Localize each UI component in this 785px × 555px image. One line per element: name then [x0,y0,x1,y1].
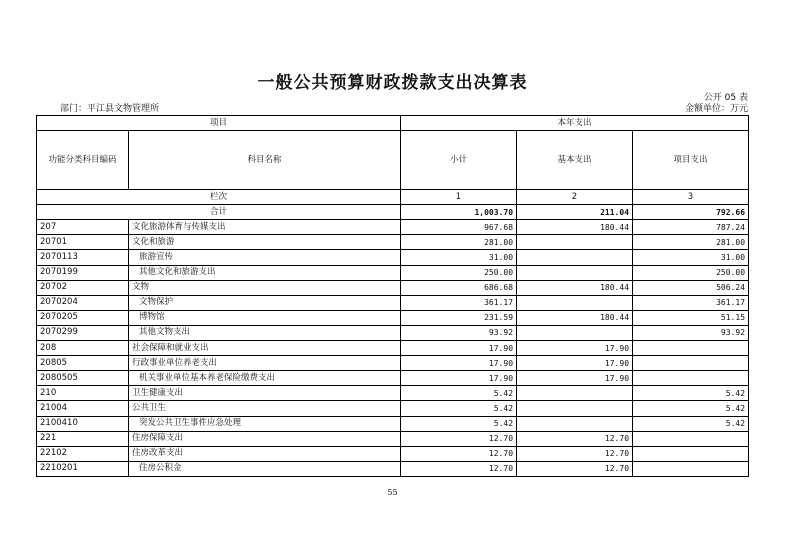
row-subtotal: 17.90 [401,356,517,371]
row-basic: 12.70 [517,461,633,476]
row-subtotal: 967.68 [401,220,517,235]
row-name: 行政事业单位养老支出 [129,356,401,371]
row-subtotal: 231.59 [401,310,517,325]
row-project: 281.00 [633,235,749,250]
row-project: 51.15 [633,310,749,325]
unit-label: 金额单位：万元 [684,104,748,114]
header-year-expense: 本年支出 [401,116,749,131]
table-code: 公开 05 表 [703,93,748,103]
header-basic: 基本支出 [517,131,633,190]
table-row [37,280,749,295]
row-basic: 12.70 [517,446,633,461]
row-code: 2210201 [37,461,129,476]
page-title: 一般公共预算财政拨款支出决算表 [257,73,528,93]
row-project [633,356,749,371]
column-index-2: 2 [517,190,633,205]
table-row [37,416,749,431]
row-name: 文物保护 [129,295,401,310]
header-project: 项目支出 [633,131,749,190]
row-code: 2100410 [37,416,129,431]
row-subtotal: 31.00 [401,250,517,265]
row-name: 卫生健康支出 [129,386,401,401]
row-name: 住房保障支出 [129,431,401,446]
header-item: 项目 [37,116,401,131]
row-project: 506.24 [633,280,749,295]
row-project [633,431,749,446]
row-code: 2070199 [37,265,129,280]
row-project: 5.42 [633,416,749,431]
row-subtotal: 250.00 [401,265,517,280]
row-code: 2070205 [37,310,129,325]
table-row [37,341,749,356]
row-name: 旅游宣传 [129,250,401,265]
row-basic: 17.90 [517,341,633,356]
row-code: 2070113 [37,250,129,265]
row-name: 其他文物支出 [129,325,401,340]
total-subtotal: 1,003.70 [401,205,517,220]
row-code: 2080505 [37,371,129,386]
table-row [37,310,749,325]
header-func-code: 功能分类科目编码 [37,131,129,190]
table-row [37,401,749,416]
row-basic [517,250,633,265]
row-code: 221 [37,431,129,446]
column-index-3: 3 [633,190,749,205]
row-code: 20702 [37,280,129,295]
column-index-1: 1 [401,190,517,205]
row-basic [517,386,633,401]
row-subtotal: 5.42 [401,401,517,416]
table-row [37,220,749,235]
row-subtotal: 17.90 [401,341,517,356]
table-row [37,446,749,461]
table-row [37,250,749,265]
row-code: 207 [37,220,129,235]
row-subtotal: 12.70 [401,461,517,476]
page-number: 55 [387,488,398,497]
row-basic [517,265,633,280]
row-name: 突发公共卫生事件应急处理 [129,416,401,431]
table-row [37,265,749,280]
row-basic [517,295,633,310]
row-code: 20701 [37,235,129,250]
row-name: 社会保障和就业支出 [129,341,401,356]
row-subtotal: 686.68 [401,280,517,295]
header-subtotal: 小计 [401,131,517,190]
table-row [37,461,749,476]
row-subtotal: 12.70 [401,431,517,446]
row-name: 文化和旅游 [129,235,401,250]
row-code: 20805 [37,356,129,371]
row-code: 2070204 [37,295,129,310]
row-name: 博物馆 [129,310,401,325]
row-project [633,371,749,386]
row-subtotal: 12.70 [401,446,517,461]
table-row [37,371,749,386]
row-subtotal: 281.00 [401,235,517,250]
row-project [633,341,749,356]
row-code: 22102 [37,446,129,461]
row-project [633,446,749,461]
total-label: 合计 [37,205,401,220]
row-basic: 180.44 [517,220,633,235]
row-basic: 17.90 [517,356,633,371]
row-project: 361.17 [633,295,749,310]
row-basic: 12.70 [517,431,633,446]
row-subtotal: 93.92 [401,325,517,340]
row-name: 文化旅游体育与传媒支出 [129,220,401,235]
expenditure-table [36,115,749,477]
total-project: 792.66 [633,205,749,220]
row-project: 250.00 [633,265,749,280]
row-project [633,461,749,476]
row-project: 5.42 [633,386,749,401]
row-name: 公共卫生 [129,401,401,416]
row-code: 210 [37,386,129,401]
table-row [37,235,749,250]
row-basic [517,416,633,431]
row-code: 2070299 [37,325,129,340]
row-name: 住房公积金 [129,461,401,476]
row-basic [517,401,633,416]
row-subtotal: 5.42 [401,386,517,401]
row-name: 文物 [129,280,401,295]
row-subtotal: 361.17 [401,295,517,310]
table-row [37,386,749,401]
table-row [37,325,749,340]
table-row [37,295,749,310]
table-row [37,356,749,371]
table-row [37,431,749,446]
row-subtotal: 5.42 [401,416,517,431]
row-project: 93.92 [633,325,749,340]
header-column-index: 栏次 [37,190,401,205]
row-code: 208 [37,341,129,356]
row-code: 21004 [37,401,129,416]
row-project: 31.00 [633,250,749,265]
row-name: 机关事业单位基本养老保险缴费支出 [129,371,401,386]
row-basic [517,235,633,250]
total-basic: 211.04 [517,205,633,220]
row-basic [517,325,633,340]
row-basic: 180.44 [517,310,633,325]
row-subtotal: 17.90 [401,371,517,386]
row-name: 其他文化和旅游支出 [129,265,401,280]
department-label: 部门：平江县文物管理所 [60,104,160,114]
header-subject-name: 科目名称 [129,131,401,190]
row-name: 住房改革支出 [129,446,401,461]
row-basic: 17.90 [517,371,633,386]
row-project: 787.24 [633,220,749,235]
row-basic: 180.44 [517,280,633,295]
table-body [37,220,749,477]
row-project: 5.42 [633,401,749,416]
